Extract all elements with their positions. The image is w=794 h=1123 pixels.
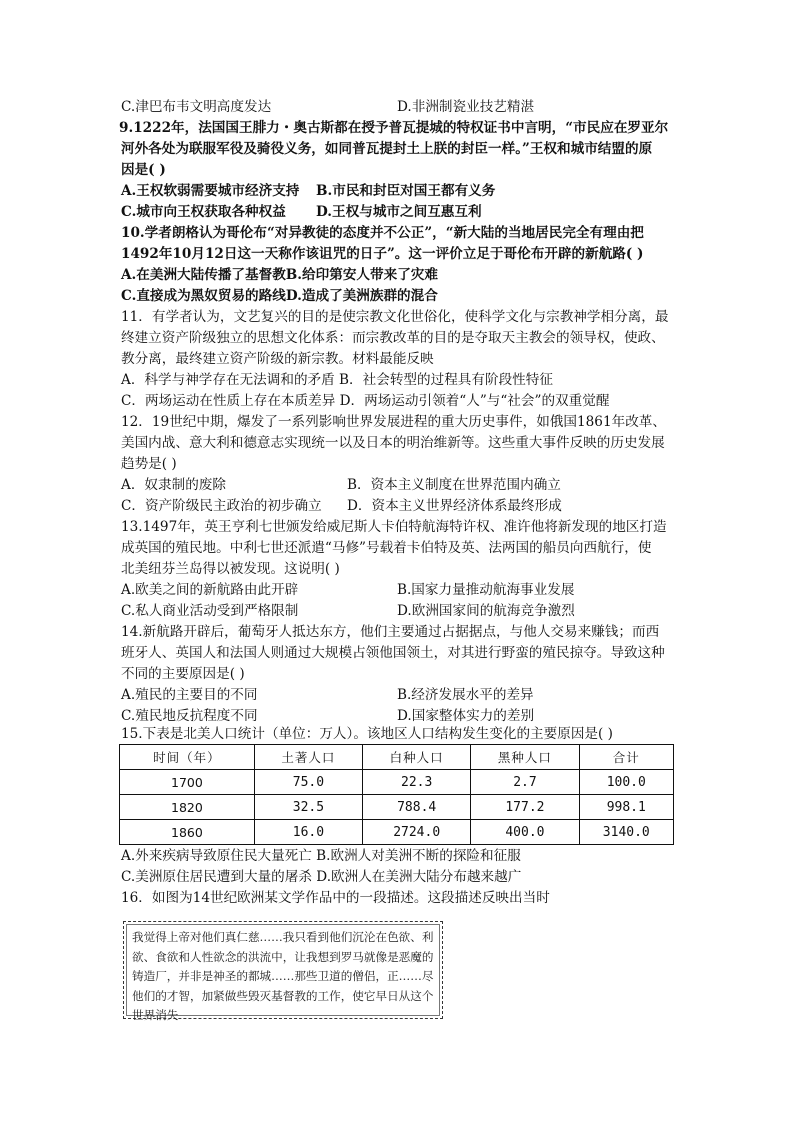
q12-option-d: D．资本主义世界经济体系最终形成 <box>347 498 562 514</box>
q15-options-cd: C.美洲原住居民遭到大量的屠杀 D.欧洲人在美洲大陆分布越来越广 <box>121 869 522 885</box>
q15-stem: 15.下表是北美人口统计（单位：万人）。该地区人口结构发生变化的主要原因是( ) <box>121 726 613 742</box>
q10-options-ab: A.在美洲大陆传播了基督教B.给印第安人带来了灾难 <box>121 267 438 283</box>
table-row <box>120 820 674 845</box>
q14-option-a: A.殖民的主要目的不同 <box>121 687 258 703</box>
table-header-cell: 合计 <box>579 745 673 770</box>
q12-option-b: B．资本主义制度在世界范围内确立 <box>347 477 561 493</box>
table-cell: 1860 <box>120 820 255 845</box>
table-cell: 100.0 <box>579 770 673 795</box>
q13-stem-3: 北美纽芬兰岛得以被发现。这说明( ) <box>121 561 340 577</box>
q11-stem-2: 终建立资产阶级独立的思想文化体系：而宗教改革的目的是夺取天主教会的领导权，使政、 <box>121 330 665 346</box>
table-cell: 2.7 <box>471 770 579 795</box>
q9-option-b: B.市民和封臣对国王都有义务 <box>316 183 496 199</box>
q10-stem-2: 1492年10月12日这一天称作该诅咒的日子”。这一评价立足于哥伦布开辟的新航路( ) <box>121 246 644 262</box>
q8-option-d: D.非洲制瓷业技艺精湛 <box>397 99 535 115</box>
q10-options-cd: C.直接成为黑奴贸易的路线D.造成了美洲族群的混合 <box>121 288 438 304</box>
table-cell: 2724.0 <box>363 820 471 845</box>
q13-stem-1: 13.1497年，英王亨利七世颁发给威尼斯人卡伯特航海特许权、准许他将新发现的地区打造 <box>121 519 667 535</box>
q14-option-b: B.经济发展水平的差异 <box>397 687 534 703</box>
table-cell: 1700 <box>120 770 255 795</box>
q11-options-ab: A．科学与神学存在无法调和的矛盾 B．社会转型的过程具有阶段性特征 <box>121 372 553 388</box>
table-cell: 788.4 <box>363 795 471 820</box>
table-row <box>120 770 674 795</box>
q13-option-c: C.私人商业活动受到严格限制 <box>121 603 299 619</box>
literary-quote-text: 我觉得上帝对他们真仁慈……我只看到他们沉沦在色欲、利欲、食欲和人性欲念的洪流中，让我想到罗马就像是恶魔的铸造厂，并非是神圣的都城……那些卫道的僧侣，正……尽他们的才智，加紧做些毁灭基督教的工作，使它早日从这个世界消失 <box>132 930 434 1022</box>
table-cell: 75.0 <box>254 770 362 795</box>
table-row <box>120 795 674 820</box>
q9-option-a: A.王权软弱需要城市经济支持 <box>121 183 300 199</box>
literary-quote-box <box>123 921 443 1022</box>
q9-stem-2: 河外各处为联服军役及骑役义务，如同普瓦提封土上朕的封臣一样。”王权和城市结盟的原 <box>121 141 653 157</box>
q14-option-d: D.国家整体实力的差别 <box>397 708 535 724</box>
table-header-cell: 时间（年） <box>120 745 255 770</box>
table-cell: 16.0 <box>254 820 362 845</box>
q13-option-d: D.欧洲国家间的航海竞争激烈 <box>397 603 575 619</box>
q12-stem-2: 美国内战、意大利和德意志实现统一以及日本的明治维新等。这些重大事件反映的历史发展 <box>121 435 665 451</box>
q12-stem-3: 趋势是( ) <box>121 456 177 472</box>
table-cell: 177.2 <box>471 795 579 820</box>
q12-option-a: A．奴隶制的废除 <box>121 477 226 493</box>
q14-stem-1: 14.新航路开辟后，葡萄牙人抵达东方，他们主要通过占据据点，与他人交易来赚钱；而西 <box>121 624 660 640</box>
table-cell: 22.3 <box>363 770 471 795</box>
q14-option-c: C.殖民地反抗程度不同 <box>121 708 258 724</box>
q13-option-b: B.国家力量推动航海事业发展 <box>397 582 575 598</box>
q11-options-cd: C．两场运动在性质上存在本质差异 D．两场运动引领着“人”与“社会”的双重觉醒 <box>121 393 610 409</box>
q9-stem-1: 9.1222年，法国国王腓力・奥古斯都在授予普瓦提城的特权证书中言明，“市民应在罗亚尔 <box>119 120 669 136</box>
q11-stem-3: 教分离，最终建立资产阶级的新宗教。材料最能反映 <box>121 351 434 367</box>
table-header-cell: 白种人口 <box>363 745 471 770</box>
q16-stem: 16．如图为14世纪欧洲某文学作品中的一段描述。这段描述反映出当时 <box>121 890 550 906</box>
q9-option-c: C.城市向王权获取各种权益 <box>121 204 286 220</box>
population-table <box>119 744 674 845</box>
table-cell: 3140.0 <box>579 820 673 845</box>
q13-stem-2: 成英国的殖民地。中利七世还派遣“马修”号载着卡伯特及英、法两国的船员向西航行，使 <box>121 540 652 556</box>
q14-stem-2: 班牙人、英国人和法国人则通过大规模占领他国领土，对其进行野蛮的殖民掠夺。导致这种 <box>121 645 665 661</box>
table-cell: 400.0 <box>471 820 579 845</box>
q14-stem-3: 不同的主要原因是( ) <box>121 666 245 682</box>
q12-option-c: C．资产阶级民主政治的初步确立 <box>121 498 322 514</box>
table-cell: 998.1 <box>579 795 673 820</box>
q8-option-c: C.津巴布韦文明高度发达 <box>121 99 272 115</box>
table-header-cell: 黑种人口 <box>471 745 579 770</box>
q11-stem-1: 11．有学者认为，文艺复兴的目的是使宗教文化世俗化，使科学文化与宗教神学相分离，最 <box>121 309 669 325</box>
table-cell: 1820 <box>120 795 255 820</box>
table-cell: 32.5 <box>254 795 362 820</box>
table-header-row <box>120 745 674 770</box>
q15-options-ab: A.外来疾病导致原住民大量死亡 B.欧洲人对美洲不断的探险和征服 <box>121 848 521 864</box>
q10-stem-1: 10.学者朗格认为哥伦布“对异教徒的态度并不公正”，“新大陆的当地居民完全有理由把 <box>121 225 644 241</box>
q12-stem-1: 12．19世纪中期，爆发了一系列影响世界发展进程的重大历史事件，如俄国1861年改革、 <box>121 414 666 430</box>
q9-stem-3: 因是( ) <box>121 162 166 178</box>
q13-option-a: A.欧美之间的新航路由此开辟 <box>121 582 299 598</box>
q9-option-d: D.王权与城市之间互惠互利 <box>316 204 482 220</box>
table-header-cell: 土著人口 <box>254 745 362 770</box>
